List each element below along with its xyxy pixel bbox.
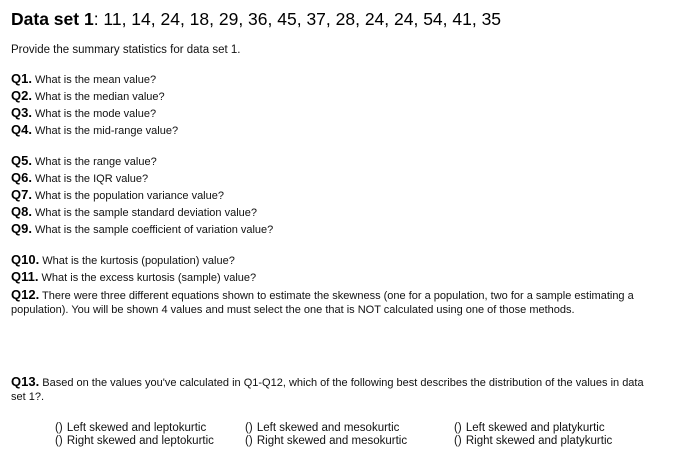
option-left-platykurtic[interactable] bbox=[454, 421, 605, 435]
question-number: Q12. bbox=[11, 287, 40, 302]
question-text: What is the IQR value? bbox=[35, 173, 149, 185]
instructions: Provide the summary statistics for data set 1. bbox=[11, 44, 241, 56]
question-q10 bbox=[11, 252, 235, 269]
option-right-mesokurtic[interactable] bbox=[245, 434, 407, 448]
question-number: Q8. bbox=[11, 204, 32, 219]
question-q4 bbox=[11, 122, 178, 139]
question-q3 bbox=[11, 105, 156, 122]
radio-button[interactable]: () bbox=[454, 422, 462, 434]
question-text: What is the mode value? bbox=[35, 108, 157, 120]
dataset-values: : 11, 14, 24, 18, 29, 36, 45, 37, 28, 24, 24, 54, 41, 35 bbox=[93, 9, 502, 29]
question-q1 bbox=[11, 71, 156, 88]
question-q11 bbox=[11, 269, 256, 286]
option-label: Right skewed and leptokurtic bbox=[66, 435, 214, 447]
option-left-mesokurtic[interactable] bbox=[245, 421, 399, 435]
question-text: Based on the values you've calculated in Q1-Q12, which of the following best describes the distribution of the values in data set 1?. bbox=[11, 377, 644, 403]
question-number: Q6. bbox=[11, 170, 32, 185]
question-number: Q9. bbox=[11, 221, 32, 236]
option-label: Right skewed and mesokurtic bbox=[256, 435, 408, 447]
question-number: Q4. bbox=[11, 122, 32, 137]
question-q8 bbox=[11, 204, 257, 221]
option-label: Left skewed and mesokurtic bbox=[256, 422, 400, 434]
question-q2 bbox=[11, 88, 165, 105]
question-text: What is the population variance value? bbox=[35, 190, 224, 202]
question-number: Q1. bbox=[11, 71, 32, 86]
option-label: Left skewed and platykurtic bbox=[465, 422, 605, 434]
question-number: Q3. bbox=[11, 105, 32, 120]
question-q5 bbox=[11, 153, 157, 170]
radio-button[interactable]: () bbox=[245, 422, 253, 434]
radio-button[interactable]: () bbox=[454, 435, 462, 447]
option-label: Left skewed and leptokurtic bbox=[66, 422, 207, 434]
option-left-leptokurtic[interactable] bbox=[55, 421, 206, 435]
question-q12 bbox=[11, 287, 651, 317]
option-label: Right skewed and platykurtic bbox=[465, 435, 613, 447]
question-text: What is the median value? bbox=[35, 91, 165, 103]
question-q13 bbox=[11, 374, 651, 404]
question-number: Q13. bbox=[11, 374, 40, 389]
radio-button[interactable]: () bbox=[55, 422, 63, 434]
question-text: What is the kurtosis (population) value? bbox=[42, 255, 235, 267]
option-right-platykurtic[interactable] bbox=[454, 434, 612, 448]
question-number: Q7. bbox=[11, 187, 32, 202]
question-number: Q10. bbox=[11, 252, 40, 267]
question-text: What is the mid-range value? bbox=[35, 125, 179, 137]
question-q6 bbox=[11, 170, 148, 187]
question-number: Q5. bbox=[11, 153, 32, 168]
question-text: What is the sample coefficient of variation value? bbox=[35, 224, 274, 236]
question-text: There were three different equations shown to estimate the skewness (one for a population, two for a sample estimating a population). You will be shown 4 values and must select the one that is NOT calculated using one of those methods. bbox=[11, 290, 634, 316]
option-right-leptokurtic[interactable] bbox=[55, 434, 214, 448]
question-number: Q11. bbox=[11, 269, 39, 284]
question-text: What is the excess kurtosis (sample) value? bbox=[41, 272, 257, 284]
question-number: Q2. bbox=[11, 88, 32, 103]
question-q7 bbox=[11, 187, 224, 204]
question-text: What is the sample standard deviation value? bbox=[35, 207, 257, 219]
radio-button[interactable]: () bbox=[55, 435, 63, 447]
question-text: What is the mean value? bbox=[35, 74, 157, 86]
dataset-label: Data set 1 bbox=[11, 9, 94, 29]
question-q9 bbox=[11, 221, 273, 238]
radio-button[interactable]: () bbox=[245, 435, 253, 447]
question-text: What is the range value? bbox=[35, 156, 157, 168]
page-title bbox=[11, 9, 501, 29]
